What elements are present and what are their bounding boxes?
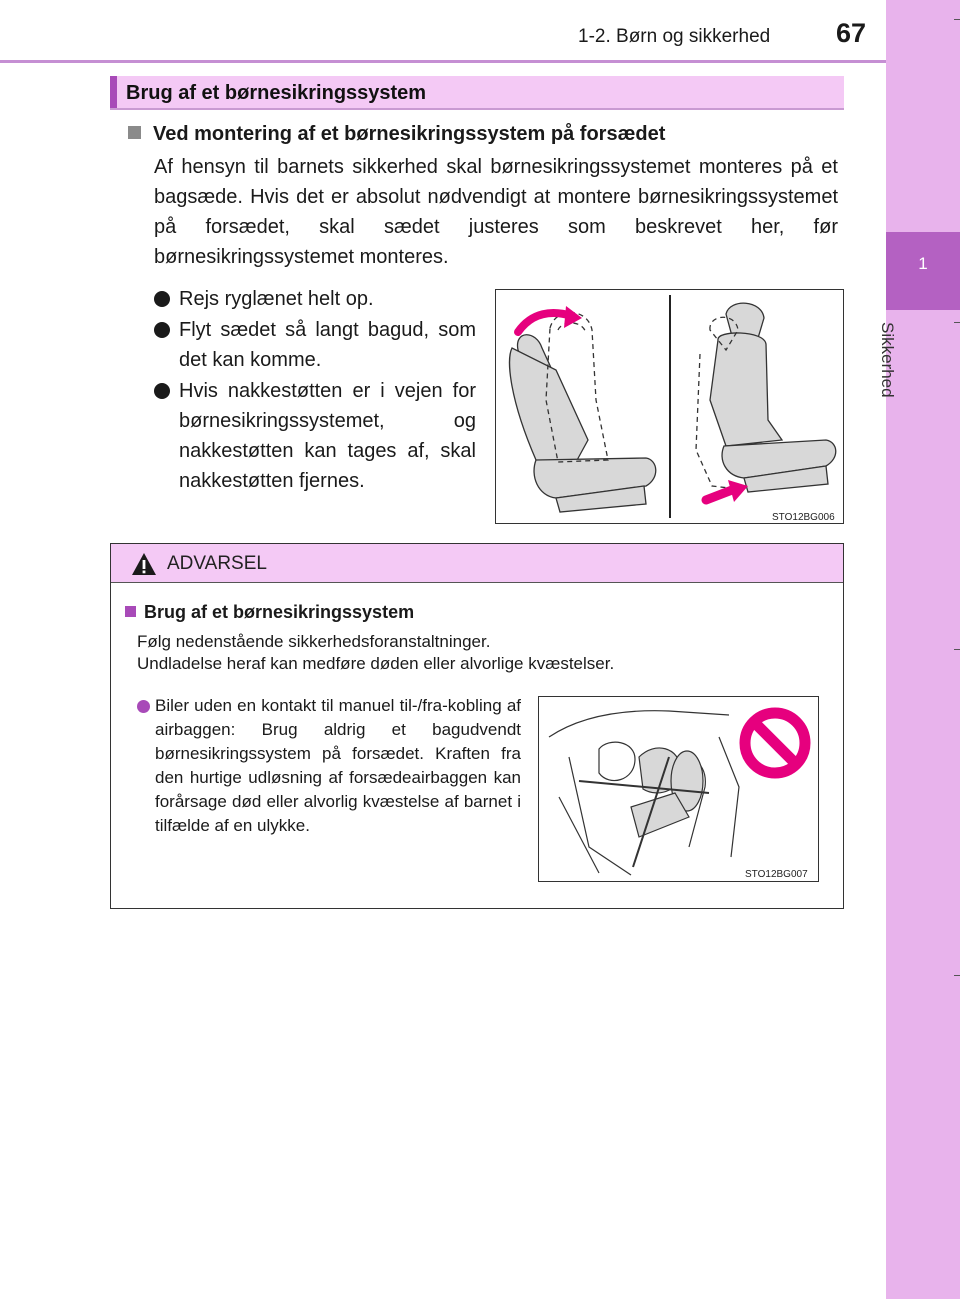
warning-header [111, 544, 843, 583]
margin-tick [954, 322, 960, 323]
list-item-text: Rejs ryglænet helt op. [179, 288, 374, 310]
warning-paragraph [137, 631, 614, 675]
warning-line: Følg nedenstående sikkerhedsforanstaltninger. [137, 632, 491, 651]
header-rule [0, 60, 886, 63]
margin-tick [954, 649, 960, 650]
square-bullet-icon [128, 126, 141, 139]
section-title-bar [110, 76, 844, 110]
page-number: 67 [836, 18, 867, 48]
intro-paragraph: Af hensyn til barnets sikkerhed skal børnesikringssystemet monteres på et bagsæde. Hvis det er absolut nødvendigt at montere børnesikringssystemet på forsædet, skal sædet justeres som beskrevet her, før børnesikringssystemet monteres. [154, 156, 838, 268]
chapter-number: 1 [918, 254, 928, 273]
side-tab [886, 0, 960, 1299]
bullet-dot-icon [154, 322, 170, 338]
figure-code: STO12BG006 [772, 512, 835, 523]
warning-triangle-icon [131, 552, 157, 576]
chapter-label [878, 322, 928, 422]
warning-subheading [125, 602, 414, 623]
list-item [154, 315, 476, 375]
list-item-text: Hvis nakkestøtten er i vejen for børnesikringssystemet, og nakkestøtten kan tages af, skal nakkestøtten fjernes. [179, 380, 476, 492]
figure-code: STO12BG007 [745, 869, 808, 880]
bullet-dot-icon [154, 383, 170, 399]
list-item-text: Flyt sædet så langt bagud, som det kan komme. [179, 319, 476, 371]
airbag-warning-figure [538, 696, 819, 882]
warning-item-text: Biler uden en kontakt til manuel til-/fra-kobling af airbaggen: Brug aldrig et bagudvendt børnesikringssystem på forsædet. Kraften fra den hurtige udløsning af forsædeairbaggen kan forårsage død eller alvorlig kvæstelse af barnet i tilfælde af en ulykke. [155, 696, 521, 835]
warning-item [137, 694, 521, 838]
running-header: 1-2. Børn og sikkerhed [578, 26, 771, 47]
section-title-accent [110, 76, 117, 108]
bullet-dot-icon [137, 700, 150, 713]
warning-title: ADVARSEL [167, 553, 267, 574]
subheading-text: Ved montering af et børnesikringssystem på forsædet [153, 123, 666, 145]
list-item [154, 284, 476, 314]
list-item [154, 376, 476, 496]
bullet-dot-icon [154, 291, 170, 307]
warning-subheading-text: Brug af et børnesikringssystem [144, 602, 415, 622]
seat-illustration [496, 290, 843, 523]
warning-line: Undladelse heraf kan medføre døden eller alvorlige kvæstelser. [137, 654, 615, 673]
bullet-list [154, 284, 476, 497]
seat-adjustment-figure [495, 289, 844, 524]
subheading [128, 123, 665, 146]
square-bullet-icon [125, 606, 136, 617]
chapter-label-text: Sikkerhed [878, 322, 897, 398]
margin-tick [954, 975, 960, 976]
airbag-illustration [539, 697, 818, 881]
margin-tick [954, 19, 960, 20]
section-title: Brug af et børnesikringssystem [126, 82, 427, 104]
